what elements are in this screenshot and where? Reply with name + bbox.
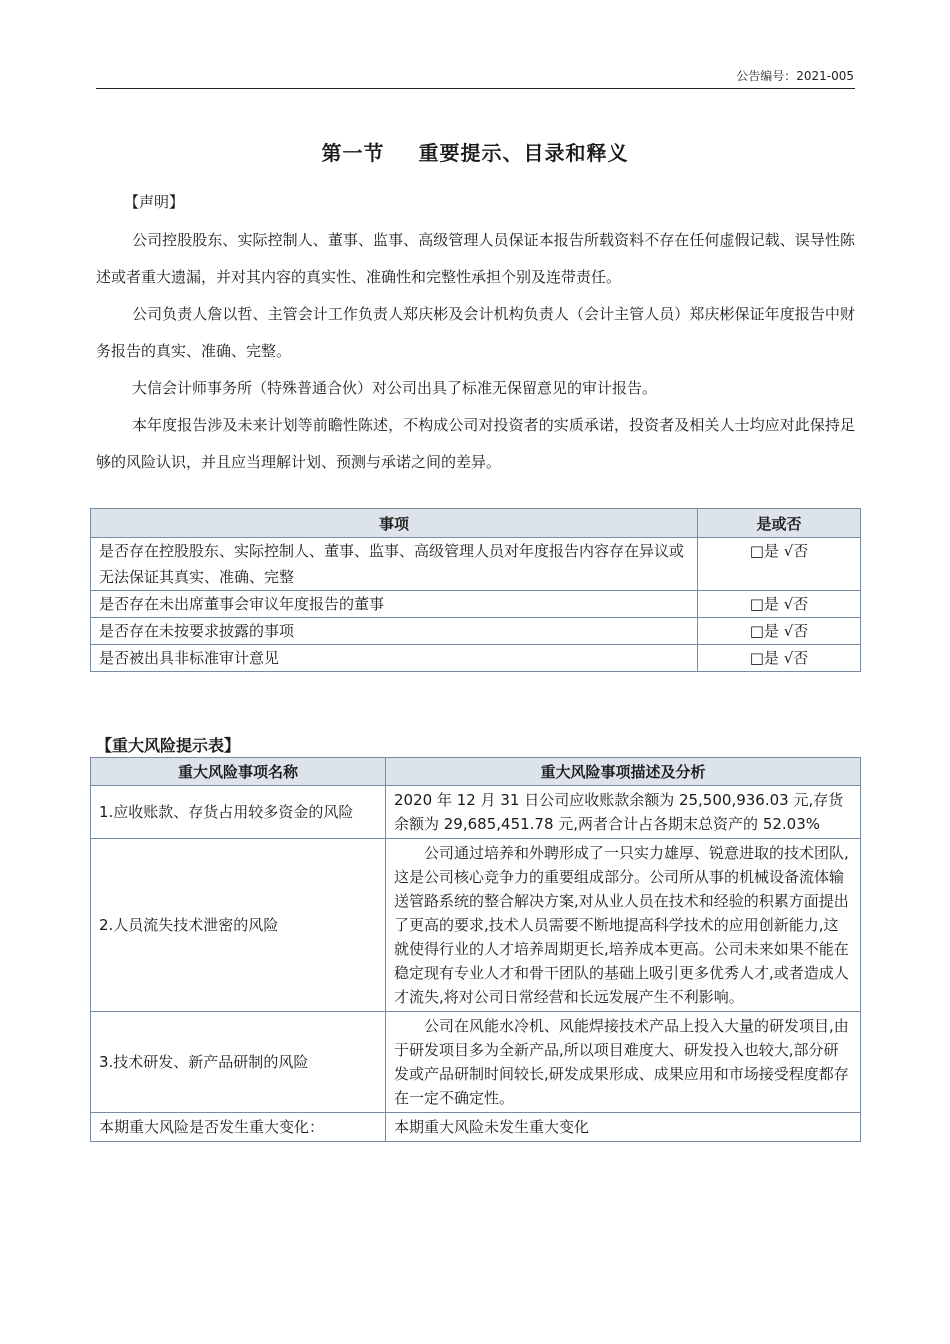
header-divider	[96, 88, 855, 89]
matters-question: 是否被出具非标准审计意见	[91, 645, 698, 672]
declaration-label: 【声明】	[124, 193, 185, 211]
matters-header-yesno: 是或否	[698, 509, 861, 538]
section-title-text: 重要提示、目录和释义	[418, 141, 629, 165]
table-row	[91, 786, 861, 839]
matters-header-item: 事项	[91, 509, 698, 538]
table-row	[91, 645, 861, 672]
section-title	[0, 137, 950, 166]
table-row	[91, 538, 861, 591]
risk-header-name: 重大风险事项名称	[91, 758, 386, 786]
announcement-number: 公告编号：2021-005	[736, 69, 854, 83]
section-title-number: 第一节	[321, 141, 385, 165]
risk-name: 3.技术研发、新产品研制的风险	[91, 1012, 386, 1113]
matters-answer: □是 √否	[698, 618, 861, 645]
table-row	[91, 1113, 861, 1142]
risk-header-description: 重大风险事项描述及分析	[386, 758, 861, 786]
matters-question: 是否存在未按要求披露的事项	[91, 618, 698, 645]
matters-answer: □是 √否	[698, 645, 861, 672]
table-row	[91, 1012, 861, 1113]
declaration-paragraph-4: 本年度报告涉及未来计划等前瞻性陈述，不构成公司对投资者的实质承诺，投资者及相关人士均应对此保持足够的风险认识，并且应当理解计划、预测与承诺之间的差异。	[96, 416, 855, 471]
risk-description: 公司通过培养和外聘形成了一只实力雄厚、锐意进取的技术团队,这是公司核心竞争力的重要组成部分。公司所从事的机械设备流体输送管路系统的整合解决方案,对从业人员在技术和经验的积累方面提出了更高的要求,技术人员需要不断地提高科学技术的应用创新能力,这就使得行业的人才培养周期更长,培养成本更高。公司未来如果不能在稳定现有专业人才和骨干团队的基础上吸引更多优秀人才,或者造成人才流失,将对公司日常经营和长远发展产生不利影响。	[386, 839, 861, 1012]
matters-answer: □是 √否	[698, 591, 861, 618]
risk-description: 2020 年 12 月 31 日公司应收账款余额为 25,500,936.03 元,存货余额为 29,685,451.78 元,两者合计占各期末总资产的 52.03%	[386, 786, 861, 839]
matters-table-header	[91, 509, 861, 538]
risk-table	[90, 757, 861, 1142]
risk-description: 公司在风能水冷机、风能焊接技术产品上投入大量的研发项目,由于研发项目多为全新产品,所以项目难度大、研发投入也较大,部分研发或产品研制时间较长,研发成果形成、成果应用和市场接受程度都存在一定不确定性。	[386, 1012, 861, 1113]
risk-description: 本期重大风险未发生重大变化	[386, 1113, 861, 1142]
risk-name: 2.人员流失技术泄密的风险	[91, 839, 386, 1012]
declaration-paragraph-1: 公司控股股东、实际控制人、董事、监事、高级管理人员保证本报告所载资料不存在任何虚假记载、误导性陈述或者重大遗漏，并对其内容的真实性、准确性和完整性承担个别及连带责任。	[96, 231, 855, 286]
table-row	[91, 618, 861, 645]
declaration-paragraph-3: 大信会计师事务所（特殊普通合伙）对公司出具了标准无保留意见的审计报告。	[132, 379, 658, 397]
matters-answer: □是 √否	[698, 538, 861, 591]
table-row	[91, 591, 861, 618]
risk-name: 本期重大风险是否发生重大变化：	[91, 1113, 386, 1142]
declaration-paragraph-2: 公司负责人詹以哲、主管会计工作负责人郑庆彬及会计机构负责人（会计主管人员）郑庆彬保证年度报告中财务报告的真实、准确、完整。	[96, 305, 855, 360]
table-row	[91, 839, 861, 1012]
matters-question: 是否存在未出席董事会审议年度报告的董事	[91, 591, 698, 618]
matters-table	[90, 508, 861, 672]
risk-table-header	[91, 758, 861, 786]
risk-name: 1.应收账款、存货占用较多资金的风险	[91, 786, 386, 839]
matters-question: 是否存在控股股东、实际控制人、董事、监事、高级管理人员对年度报告内容存在异议或无法保证其真实、准确、完整	[91, 538, 698, 591]
risk-table-title: 【重大风险提示表】	[96, 736, 241, 755]
